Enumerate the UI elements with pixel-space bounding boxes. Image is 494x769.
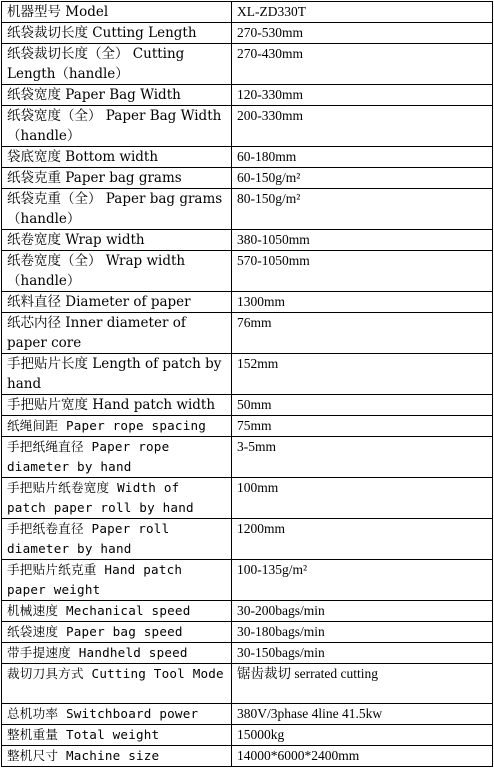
spec-label: 总机功率 Switchboard power (2, 704, 232, 725)
spec-table (1, 1, 493, 767)
spec-label: 手把纸卷直径 Paper roll diameter by hand (2, 519, 232, 560)
spec-value: 152mm (232, 354, 493, 395)
spec-value: 50mm (232, 395, 493, 416)
table-row (2, 251, 493, 292)
spec-label: 纸卷宽度（全） Wrap width （handle） (2, 251, 232, 292)
spec-value: 1300mm (232, 292, 493, 313)
spec-table-body (2, 2, 493, 767)
table-row (2, 168, 493, 189)
table-row (2, 354, 493, 395)
spec-label: 手把纸绳直径 Paper rope diameter by hand (2, 437, 232, 478)
spec-value: 14000*6000*2400mm (232, 746, 493, 767)
spec-value: 60-150g/m² (232, 168, 493, 189)
table-row (2, 622, 493, 643)
spec-label: 纸绳间距 Paper rope spacing (2, 416, 232, 437)
spec-label: 机械速度 Mechanical speed (2, 601, 232, 622)
spec-label: 纸袋克重 Paper bag grams (2, 168, 232, 189)
table-row (2, 664, 493, 704)
table-row (2, 746, 493, 767)
spec-value: 30-150bags/min (232, 643, 493, 664)
table-row (2, 560, 493, 601)
spec-value: 100mm (232, 478, 493, 519)
spec-label: 裁切刀具方式 Cutting Tool Mode (2, 664, 232, 704)
spec-label: 带手提速度 Handheld speed (2, 643, 232, 664)
spec-value: 80-150g/m² (232, 189, 493, 230)
spec-label: 纸袋速度 Paper bag speed (2, 622, 232, 643)
spec-label: 纸袋裁切长度 Cutting Length (2, 23, 232, 44)
spec-label: 整机尺寸 Machine size (2, 746, 232, 767)
spec-label: 纸卷宽度 Wrap width (2, 230, 232, 251)
table-row (2, 395, 493, 416)
spec-value: 15000kg (232, 725, 493, 746)
table-row (2, 725, 493, 746)
spec-value: 75mm (232, 416, 493, 437)
spec-label: 手把贴片宽度 Hand patch width (2, 395, 232, 416)
table-row (2, 106, 493, 147)
table-row (2, 416, 493, 437)
spec-value: 锯齿裁切 serrated cutting (232, 664, 493, 704)
spec-value: 380V/3phase 4line 41.5kw (232, 704, 493, 725)
table-row (2, 601, 493, 622)
spec-value: XL-ZD330T (232, 2, 493, 23)
spec-label: 纸袋克重（全） Paper bag grams （handle） (2, 189, 232, 230)
spec-label: 整机重量 Total weight (2, 725, 232, 746)
table-row (2, 23, 493, 44)
table-row (2, 189, 493, 230)
spec-value: 100-135g/m² (232, 560, 493, 601)
spec-label: 纸芯内径 Inner diameter of paper core (2, 313, 232, 354)
spec-value: 76mm (232, 313, 493, 354)
spec-value: 60-180mm (232, 147, 493, 168)
table-row (2, 478, 493, 519)
spec-label: 手把贴片长度 Length of patch by hand (2, 354, 232, 395)
spec-value: 30-200bags/min (232, 601, 493, 622)
table-row (2, 643, 493, 664)
table-row (2, 704, 493, 725)
spec-value: 1200mm (232, 519, 493, 560)
spec-label: 袋底宽度 Bottom width (2, 147, 232, 168)
spec-label: 机器型号 Model (2, 2, 232, 23)
table-row (2, 230, 493, 251)
spec-label: 手把贴片纸卷宽度 Width of patch paper roll by hand (2, 478, 232, 519)
table-row (2, 147, 493, 168)
table-row (2, 437, 493, 478)
spec-label: 手把贴片纸克重 Hand patch paper weight (2, 560, 232, 601)
spec-value: 380-1050mm (232, 230, 493, 251)
spec-value: 30-180bags/min (232, 622, 493, 643)
table-row (2, 519, 493, 560)
spec-value: 120-330mm (232, 85, 493, 106)
spec-label: 纸袋宽度 Paper Bag Width (2, 85, 232, 106)
table-row (2, 85, 493, 106)
spec-value: 270-530mm (232, 23, 493, 44)
spec-value: 3-5mm (232, 437, 493, 478)
spec-label: 纸袋裁切长度（全） Cutting Length（handle） (2, 44, 232, 85)
spec-label: 纸袋宽度（全） Paper Bag Width （handle） (2, 106, 232, 147)
table-row (2, 44, 493, 85)
spec-value: 570-1050mm (232, 251, 493, 292)
table-row (2, 313, 493, 354)
spec-value: 270-430mm (232, 44, 493, 85)
spec-value: 200-330mm (232, 106, 493, 147)
table-row (2, 292, 493, 313)
spec-label: 纸料直径 Diameter of paper (2, 292, 232, 313)
table-row (2, 2, 493, 23)
